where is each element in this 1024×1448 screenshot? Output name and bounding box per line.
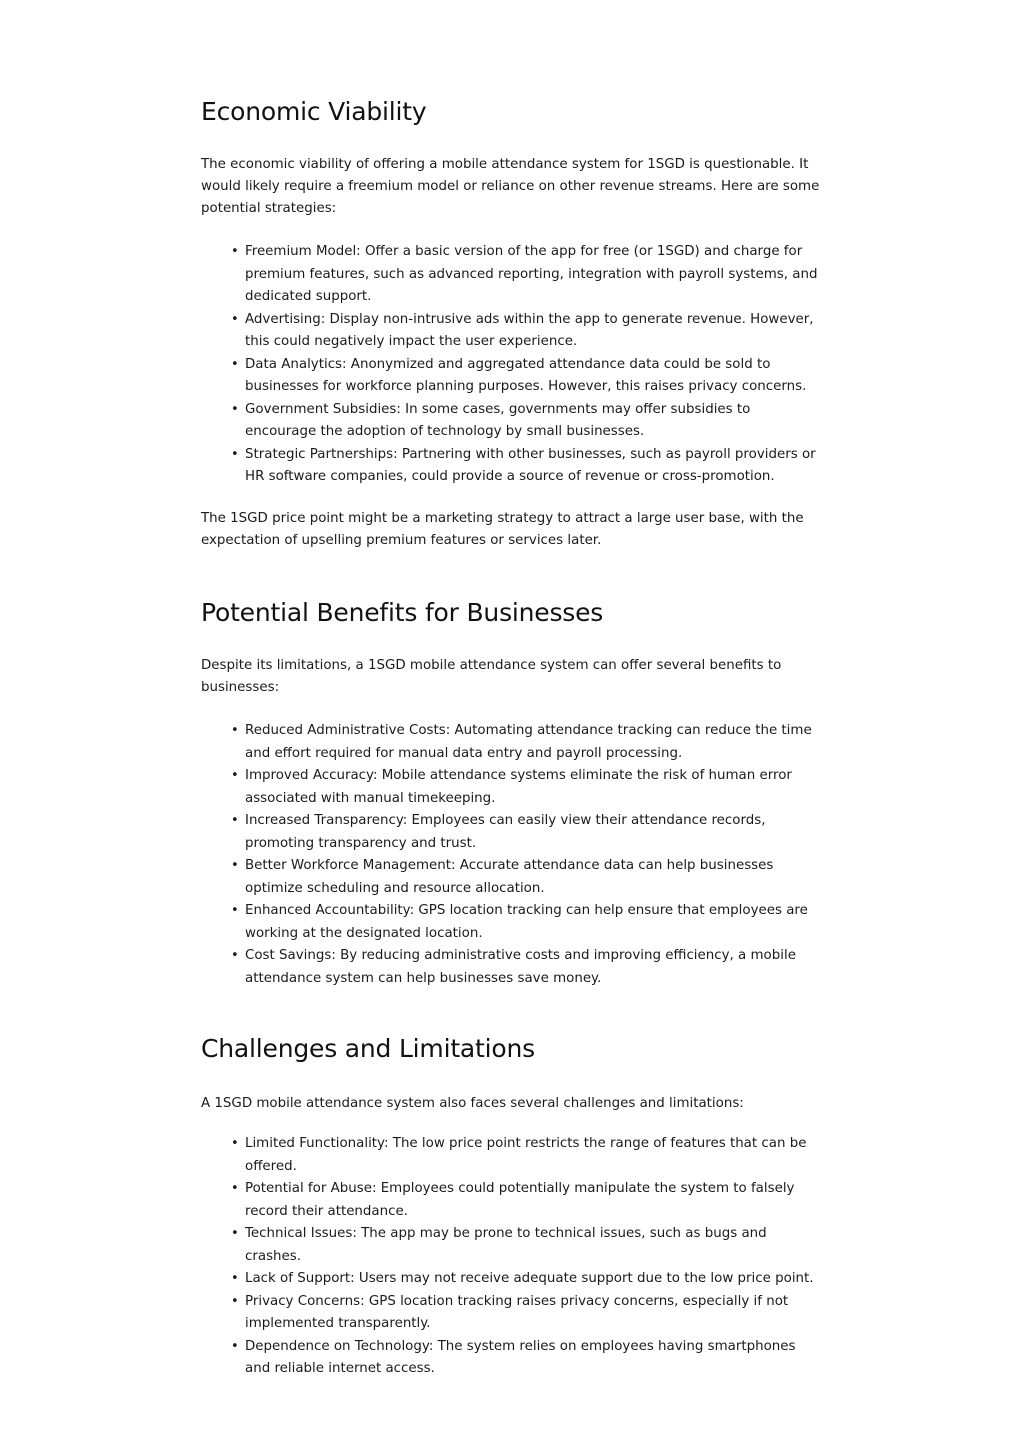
list-item <box>201 241 823 309</box>
list-item-text: Technical Issues: The app may be prone to technical issues, such as bugs and crashes. <box>245 1226 767 1264</box>
list-item <box>201 810 823 855</box>
bullet-icon: • <box>231 244 239 259</box>
bullet-icon: • <box>231 1181 239 1196</box>
bullet-icon: • <box>231 948 239 963</box>
section-intro: The economic viability of offering a mobile attendance system for 1SGD is questionable. It would likely require a freemium model or reliance on other revenue streams. Here are some potential strategies: <box>201 157 820 216</box>
section-challenges-limitations <box>201 1034 823 1381</box>
section-intro: Despite its limitations, a 1SGD mobile attendance system can offer several benefits to businesses: <box>201 658 782 695</box>
list-item <box>201 1178 823 1223</box>
bullet-icon: • <box>231 356 239 372</box>
list-item <box>201 855 823 900</box>
list-item <box>201 765 823 810</box>
list-item <box>201 399 823 444</box>
list-item-text: Strategic Partnerships: Partnering with other businesses, such as payroll providers or HR software companies, could provide a source of revenue or cross-promotion. <box>245 446 816 484</box>
list-item-text: Privacy Concerns: GPS location tracking raises privacy concerns, especially if not implemented transparently. <box>245 1293 789 1331</box>
section-intro: A 1SGD mobile attendance system also faces several challenges and limitations: <box>201 1096 744 1111</box>
challenges-list <box>201 1133 823 1381</box>
bullet-icon: • <box>231 1293 239 1309</box>
list-item-text: Potential for Abuse: Employees could potentially manipulate the system to falsely record their attendance. <box>245 1181 795 1219</box>
section-heading: Challenges and Limitations <box>201 1034 535 1063</box>
section-heading: Economic Viability <box>201 97 427 126</box>
bullet-icon: • <box>231 1338 239 1354</box>
bullet-icon: • <box>231 903 239 918</box>
bullet-icon: • <box>231 446 239 462</box>
list-item-text: Freemium Model: Offer a basic version of the app for free (or 1SGD) and charge for premium features, such as advanced reporting, integration with payroll systems, and dedicated support. <box>245 244 818 304</box>
list-item-text: Increased Transparency: Employees can easily view their attendance records, promoting transparency and trust. <box>245 813 766 851</box>
list-item-text: Dependence on Technology: The system relies on employees having smartphones and reliable internet access. <box>245 1338 796 1376</box>
list-item <box>201 900 823 945</box>
list-item-text: Better Workforce Management: Accurate attendance data can help businesses optimize scheduling and resource allocation. <box>245 858 774 896</box>
list-item-text: Lack of Support: Users may not receive adequate support due to the low price point. <box>245 1271 814 1286</box>
list-item <box>201 309 823 354</box>
list-item <box>201 1336 823 1381</box>
list-item <box>201 444 823 489</box>
list-item-text: Improved Accuracy: Mobile attendance systems eliminate the risk of human error associated with manual timekeeping. <box>245 768 792 806</box>
list-item <box>201 354 823 399</box>
list-item-text: Advertising: Display non-intrusive ads within the app to generate revenue. However, this could negatively impact the user experience. <box>245 311 814 349</box>
bullet-icon: • <box>231 858 239 873</box>
list-item <box>201 720 823 765</box>
section-economic-viability <box>201 97 823 552</box>
bullet-icon: • <box>231 813 239 828</box>
benefits-list <box>201 720 823 990</box>
section-potential-benefits <box>201 598 823 990</box>
section-outro: The 1SGD price point might be a marketing strategy to attract a large user base, with the expectation of upselling premium features or services later. <box>201 510 804 548</box>
bullet-icon: • <box>231 401 239 417</box>
list-item-text: Limited Functionality: The low price point restricts the range of features that can be offered. <box>245 1136 807 1174</box>
list-item-text: Reduced Administrative Costs: Automating attendance tracking can reduce the time and effort required for manual data entry and payroll processing. <box>245 723 812 761</box>
list-item-text: Enhanced Accountability: GPS location tracking can help ensure that employees are working at the designated location. <box>245 903 808 941</box>
bullet-icon: • <box>231 723 239 738</box>
list-item <box>201 1133 823 1178</box>
bullet-icon: • <box>231 1226 239 1241</box>
bullet-icon: • <box>231 1271 239 1286</box>
section-heading: Potential Benefits for Businesses <box>201 598 604 627</box>
list-item-text: Cost Savings: By reducing administrative costs and improving efficiency, a mobile attendance system can help businesses save money. <box>245 948 796 986</box>
list-item-text: Government Subsidies: In some cases, governments may offer subsidies to encourage the adoption of technology by small businesses. <box>245 401 751 439</box>
list-item <box>201 1291 823 1336</box>
strategy-list <box>201 241 823 489</box>
bullet-icon: • <box>231 768 239 783</box>
list-item <box>201 1268 823 1291</box>
list-item <box>201 945 823 990</box>
list-item-text: Data Analytics: Anonymized and aggregated attendance data could be sold to businesses for workforce planning purposes. However, this raises privacy concerns. <box>245 356 807 394</box>
bullet-icon: • <box>231 1136 239 1151</box>
list-item <box>201 1223 823 1268</box>
bullet-icon: • <box>231 311 239 327</box>
